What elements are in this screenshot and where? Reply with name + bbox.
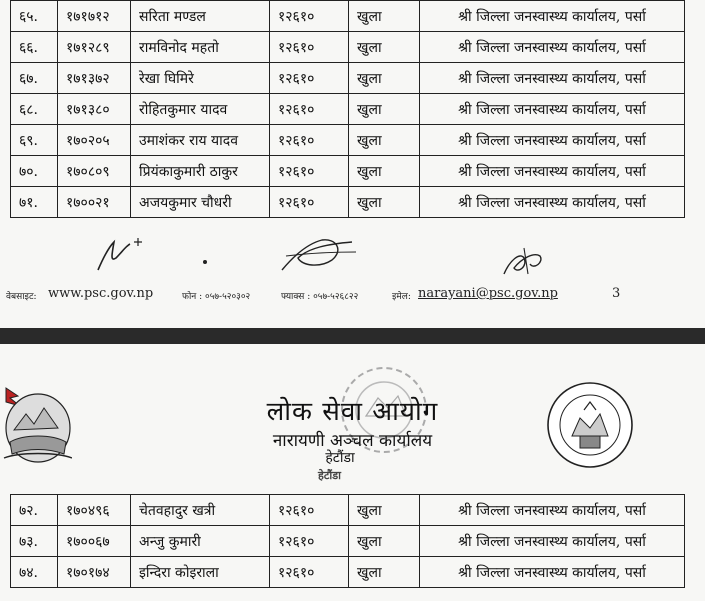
organization-title: लोक सेवा आयोग — [266, 397, 439, 427]
table-row — [11, 495, 685, 526]
signature-2 — [272, 230, 362, 276]
category-cell: खुला — [349, 557, 420, 588]
phone-number: फोन : ०५७-५२०३०२ — [182, 292, 251, 302]
recommended-office-cell: श्री जिल्ला जनस्वास्थ्य कार्यालय, पर्सा — [420, 557, 685, 588]
serial-number-cell: ७१. — [11, 187, 58, 218]
signature-3 — [494, 244, 554, 284]
table-row — [11, 125, 685, 156]
category-cell: खुला — [349, 125, 420, 156]
advertisement-code-cell: १२६१० — [270, 63, 349, 94]
recommended-office-cell: श्री जिल्ला जनस्वास्थ्य कार्यालय, पर्सा — [420, 63, 685, 94]
table-row — [11, 557, 685, 588]
results-table-page-3 — [10, 0, 685, 218]
roll-number-cell: १७०४९६ — [58, 495, 131, 526]
advertisement-code-cell: १२६१० — [270, 495, 349, 526]
email-label: इमेल: — [392, 292, 411, 302]
advertisement-code-cell: १२६१० — [270, 156, 349, 187]
fax-number: फ्याक्स : ०५७-५२६८२२ — [281, 292, 359, 302]
table-row — [11, 32, 685, 63]
serial-number-cell: ७०. — [11, 156, 58, 187]
roll-number-cell: १७१३७२ — [58, 63, 131, 94]
serial-number-cell: ७३. — [11, 526, 58, 557]
recommended-office-cell: श्री जिल्ला जनस्वास्थ्य कार्यालय, पर्सा — [420, 125, 685, 156]
category-cell: खुला — [349, 32, 420, 63]
candidate-name-cell: उमाशंकर राय यादव — [131, 125, 270, 156]
category-cell: खुला — [349, 495, 420, 526]
roll-number-cell: १७००६७ — [58, 526, 131, 557]
serial-number-cell: ६९. — [11, 125, 58, 156]
advertisement-code-cell: १२६१० — [270, 32, 349, 63]
email-link[interactable]: narayani@psc.gov.np — [418, 286, 558, 301]
serial-number-cell: ६७. — [11, 63, 58, 94]
roll-number-cell: १७००२१ — [58, 187, 131, 218]
website-link[interactable]: www.psc.gov.np — [48, 286, 154, 301]
roll-number-cell: १७०२०५ — [58, 125, 131, 156]
advertisement-code-cell: १२६१० — [270, 1, 349, 32]
serial-number-cell: ६८. — [11, 94, 58, 125]
results-table-page-4 — [10, 494, 685, 588]
advertisement-code-cell: १२६१० — [270, 557, 349, 588]
candidate-name-cell: रोहितकुमार यादव — [131, 94, 270, 125]
recommended-office-cell: श्री जिल्ला जनस्वास्थ्य कार्यालय, पर्सा — [420, 94, 685, 125]
website-label: वेबसाइट: — [6, 292, 37, 302]
table-row — [11, 187, 685, 218]
advertisement-code-cell: १२६१० — [270, 125, 349, 156]
roll-number-cell: १७१२८९ — [58, 32, 131, 63]
category-cell: खुला — [349, 63, 420, 94]
page-number: 3 — [612, 286, 621, 301]
advertisement-code-cell: १२६१० — [270, 187, 349, 218]
candidate-name-cell: रेखा घिमिरे — [131, 63, 270, 94]
table-row — [11, 63, 685, 94]
category-cell: खुला — [349, 156, 420, 187]
table-row — [11, 1, 685, 32]
serial-number-cell: ७२. — [11, 495, 58, 526]
roll-number-cell: १७०१७४ — [58, 557, 131, 588]
category-cell: खुला — [349, 94, 420, 125]
advertisement-code-cell: १२६१० — [270, 94, 349, 125]
roll-number-cell: १७१३८० — [58, 94, 131, 125]
page-separator — [0, 328, 705, 344]
candidate-name-cell: रामविनोद महतो — [131, 32, 270, 63]
candidate-name-cell: अजयकुमार चौधरी — [131, 187, 270, 218]
table-row — [11, 156, 685, 187]
candidate-name-cell: प्रियंकाकुमारी ठाकुर — [131, 156, 270, 187]
candidate-name-cell: इन्दिरा कोइराला — [131, 557, 270, 588]
table-row — [11, 94, 685, 125]
signature-1 — [90, 236, 170, 276]
office-subtitle: नारायणी अञ्चल कार्यालय — [272, 431, 433, 451]
recommended-office-cell: श्री जिल्ला जनस्वास्थ्य कार्यालय, पर्सा — [420, 1, 685, 32]
category-cell: खुला — [349, 526, 420, 557]
signature-dot — [200, 258, 212, 266]
advertisement-code-cell: १२६१० — [270, 526, 349, 557]
serial-number-cell: ६५. — [11, 1, 58, 32]
serial-number-cell: ६६. — [11, 32, 58, 63]
candidate-name-cell: अन्जु कुमारी — [131, 526, 270, 557]
recommended-office-cell: श्री जिल्ला जनस्वास्थ्य कार्यालय, पर्सा — [420, 526, 685, 557]
office-city: हेटौंडा — [325, 450, 355, 466]
stamp-city-text: हेटौंडा — [318, 469, 341, 482]
page-footer — [0, 286, 705, 306]
recommended-office-cell: श्री जिल्ला जनस्वास्थ्य कार्यालय, पर्सा — [420, 187, 685, 218]
recommended-office-cell: श्री जिल्ला जनस्वास्थ्य कार्यालय, पर्सा — [420, 32, 685, 63]
candidate-name-cell: सरिता मण्डल — [131, 1, 270, 32]
category-cell: खुला — [349, 1, 420, 32]
recommended-office-cell: श्री जिल्ला जनस्वास्थ्य कार्यालय, पर्सा — [420, 156, 685, 187]
table-row — [11, 526, 685, 557]
roll-number-cell: १७०८०९ — [58, 156, 131, 187]
recommended-office-cell: श्री जिल्ला जनस्वास्थ्य कार्यालय, पर्सा — [420, 495, 685, 526]
roll-number-cell: १७१७१२ — [58, 1, 131, 32]
serial-number-cell: ७४. — [11, 557, 58, 588]
candidate-name-cell: चेतवहादुर खत्री — [131, 495, 270, 526]
category-cell: खुला — [349, 187, 420, 218]
document-page-4 — [0, 344, 705, 601]
